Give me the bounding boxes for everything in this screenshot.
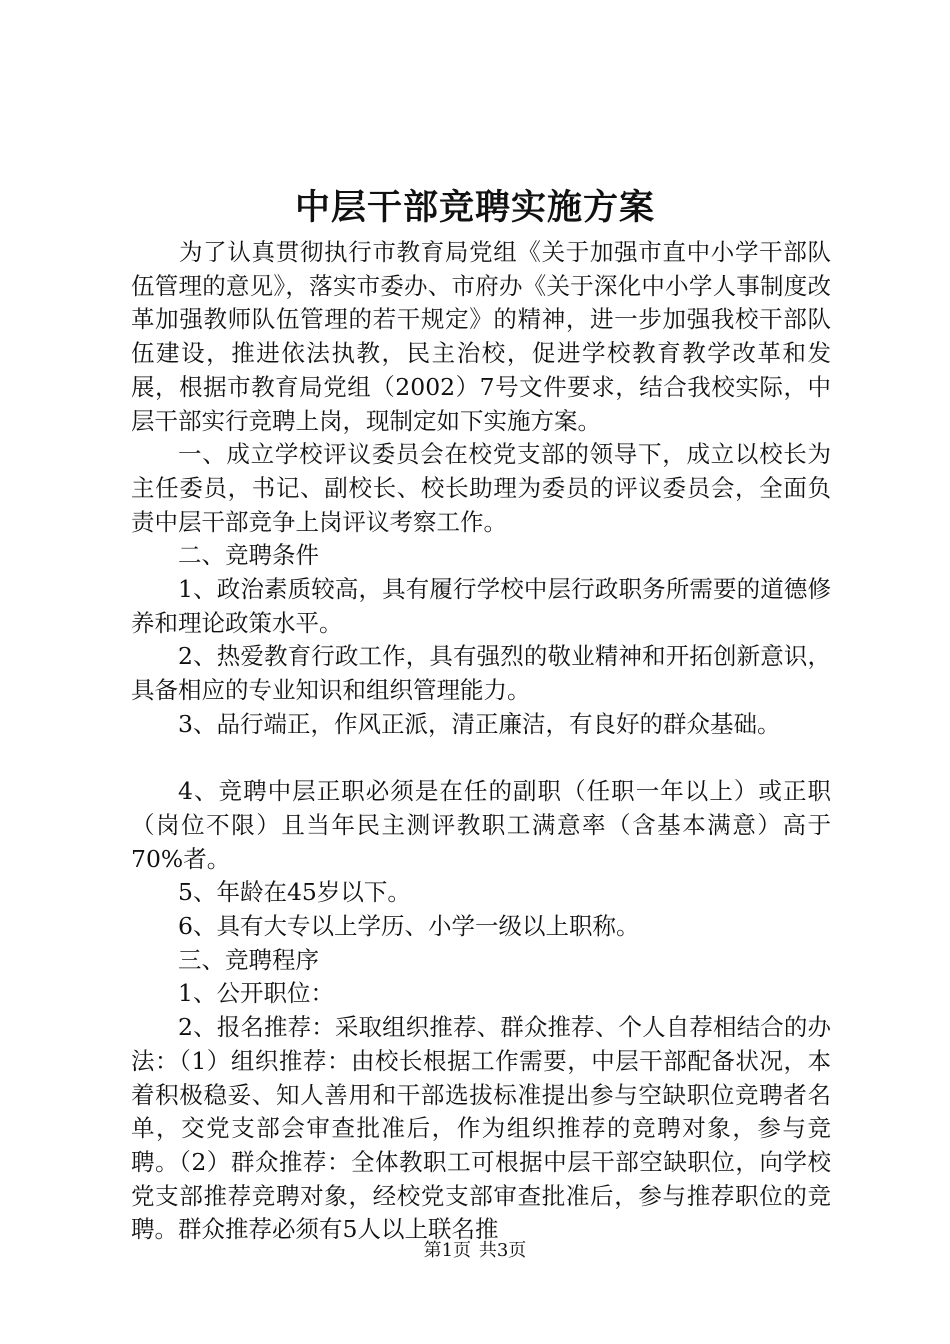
paragraph-intro: 为了认真贯彻执行市教育局党组《关于加强市直中小学干部队伍管理的意见》，落实市委办、市府办《关于深化中小学人事制度改革加强教师队伍管理的若干规定》的精神，进一步加强我校干部队伍建设，推进依法执教，民主治校，促进学校教育教学改革和发展，根据市教育局党组（2002）7号文件要求，结合我校实际，中层干部实行竞聘上岗，现制定如下实施方案。 — [131, 238, 831, 435]
page-number: 第1页 — [423, 1240, 472, 1261]
blank-line — [131, 742, 831, 776]
page-footer — [0, 1239, 950, 1263]
paragraph-condition-2: 2、热爱教育行政工作，具有强烈的敬业精神和开拓创新意识，具备相应的专业知识和组织管理能力。 — [131, 642, 831, 705]
paragraph-section-1: 一、成立学校评议委员会在校党支部的领导下，成立以校长为主任委员，书记、副校长、校长助理为委员的评议委员会，全面负责中层干部竞争上岗评议考察工作。 — [131, 440, 831, 536]
paragraph-condition-4: 4、竞聘中层正职必须是在任的副职（任职一年以上）或正职（岗位不限）且当年民主测评教职工满意率（含基本满意）高于70%者。 — [131, 777, 831, 873]
paragraph-condition-3: 3、品行端正，作风正派，清正廉洁，有良好的群众基础。 — [178, 709, 781, 738]
paragraph-condition-1: 1、政治素质较高，具有履行学校中层行政职务所需要的道德修养和理论政策水平。 — [131, 575, 831, 637]
paragraph-procedure-1: 1、公开职位： — [178, 979, 334, 1008]
document-body — [131, 236, 831, 1247]
paragraph-condition-5: 5、年龄在45岁以下。 — [178, 878, 411, 907]
heading-section-3: 三、竞聘程序 — [178, 945, 319, 974]
page-total: 共3页 — [478, 1240, 527, 1261]
document-title: 中层干部竞聘实施方案 — [294, 188, 655, 228]
heading-section-2: 二、竞聘条件 — [178, 541, 319, 570]
paragraph-condition-6: 6、具有大专以上学历、小学一级以上职称。 — [178, 912, 640, 941]
paragraph-procedure-2: 2、报名推荐：采取组织推荐、群众推荐、个人自荐相结合的办法：（1）组织推荐：由校长根据工作需要，中层干部配备状况，本着积极稳妥、知人善用和干部选拔标准提出参与空缺职位竞聘者名单，交党支部会审查批准后，作为组织推荐的竞聘对象，参与竞聘。（2）群众推荐：全体教职工可根据中层干部空缺职位，向学校党支部推荐竞聘对象，经校党支部审查批准后，参与推荐职位的竞聘。群众推荐必须有5人以上联名推 — [131, 1013, 831, 1244]
